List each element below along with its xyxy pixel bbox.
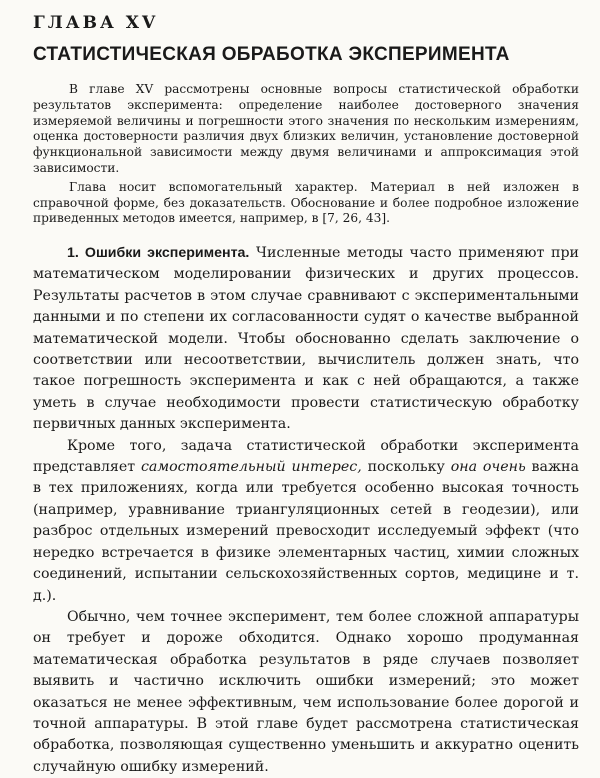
paragraph-2-text-c: важна в тех приложениях, когда или требуется особенно высокая точность (например, уравнивание триангуляционных сетей в геодезии), или разброс отдельных измерений превосходит исследуемый эффект (что нередко встречается в физике элементарных частиц, химии сложных соединений, испытании сельскохозяйственных сортов, медицине и т. д.).	[33, 459, 579, 604]
chapter-abstract	[33, 82, 579, 227]
section-1	[33, 243, 579, 778]
section-1-heading: 1. Ошибки эксперимента.	[67, 245, 250, 261]
paragraph-2-text-b: поскольку	[367, 459, 445, 476]
section-1-paragraph-1-text: Численные методы часто применяют при математическом моделировании физических и других процессов. Результаты расчетов в этом случае сравнивают с экспериментальными данными и по степени их согласованности судят о качестве выбранной математической модели. Чтобы обоснованно сделать заключение о соответствии или несоответствии, вычислитель должен знать, что такое погрешность эксперимента и как с ней обращаются, а также уметь в случае необходимости провести статистическую обработку первичных данных эксперимента.	[33, 245, 579, 433]
section-1-paragraph-1	[33, 243, 579, 436]
section-1-paragraph-3: Обычно, чем точнее эксперимент, тем более сложной аппаратуры он требует и дороже обходится. Однако хорошо продуманная математическая обработка результатов в ряде случаев позволяет выявить и частично исключить ошибки измерений; это может оказаться не менее эффективным, чем использование более дорогой и точной аппаратуры. В этой главе будет рассмотрена статистическая обработка, позволяющая существенно уменьшить и аккуратно оценить случайную ошибку измерений.	[33, 608, 579, 775]
paragraph-2-emphasis-1: самостоятельный интерес,	[140, 459, 362, 476]
section-1-paragraph-2	[33, 436, 579, 607]
paragraph-2-emphasis-2: она очень	[450, 459, 526, 476]
abstract-paragraph-1: В главе XV рассмотрены основные вопросы статистической обработки результатов эксперимента: определение наиболее достоверного значения измеряемой величины и погрешности этого значения по нескольким измерениям, оценка достоверности различия двух близких величин, установление достоверной функциональной зависимости между двумя величинами и аппроксимация этой зависимости.	[33, 82, 579, 175]
abstract-paragraph-2: Глава носит вспомогательный характер. Материал в ней изложен в справочной форме, без доказательств. Обоснование и более подробное изложение приведенных методов имеется, например, в [7, 26, 43].	[33, 179, 579, 226]
chapter-label: ГЛАВА XV	[33, 13, 159, 33]
paragraph-2-text-a: Кроме того, задача статистической обработки эксперимента представляет	[33, 437, 579, 476]
chapter-title: СТАТИСТИЧЕСКАЯ ОБРАБОТКА ЭКСПЕРИМЕНТА	[33, 44, 510, 65]
